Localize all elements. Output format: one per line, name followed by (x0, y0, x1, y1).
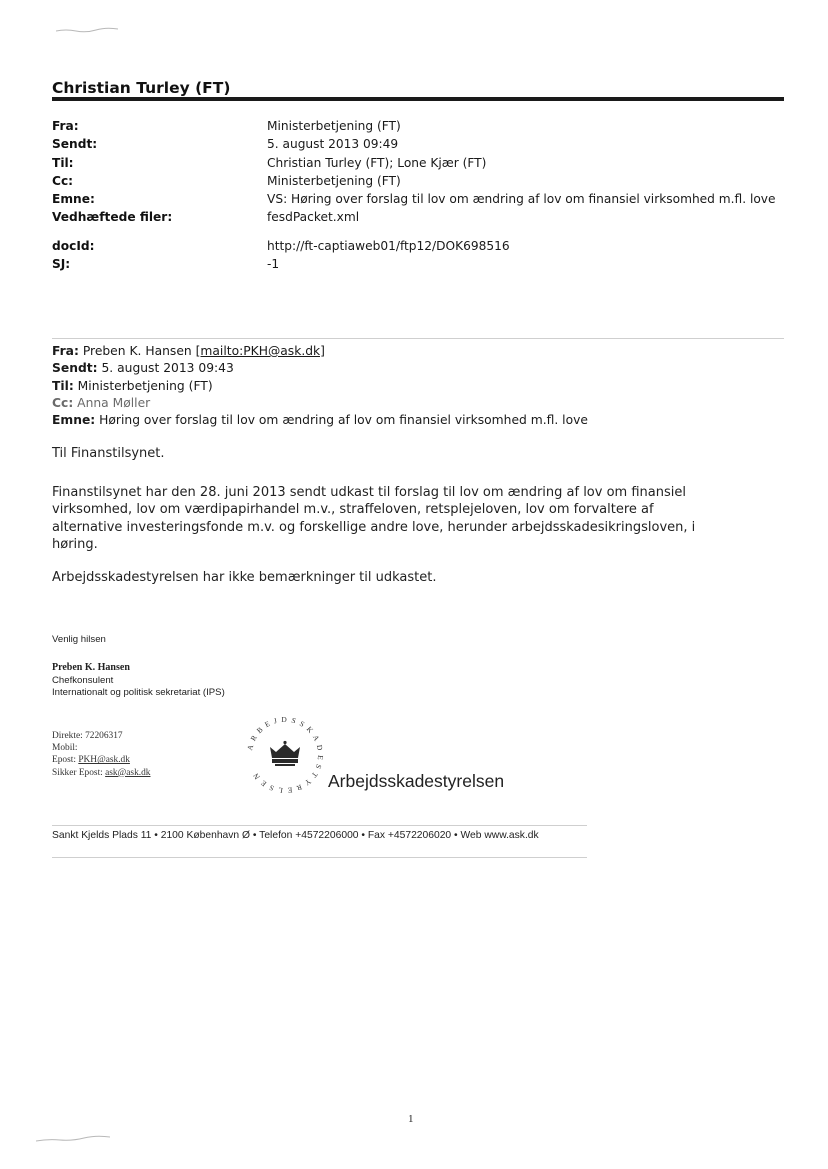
contact-secure-email (52, 767, 150, 779)
secure-email-link[interactable]: ask@ask.dk (105, 767, 151, 778)
footer-divider (52, 825, 587, 826)
header-value: 5. august 2013 09:49 (267, 137, 399, 152)
forward-label: Sendt: (52, 361, 98, 376)
header-label: Vedhæftede filer: (52, 210, 173, 225)
contact-block (52, 730, 150, 779)
header-label: docId: (52, 238, 95, 253)
header-row-to (52, 154, 792, 172)
body-line: virksomhed, lov om værdipapirhandel m.v., straffeloven, retsplejeloven, lov om forvaltere af (52, 502, 654, 518)
scan-artifact-top (56, 27, 118, 33)
contact-value: 72206317 (85, 731, 123, 741)
forward-from-row (52, 343, 792, 360)
signature-title: Chefkonsulent (52, 675, 114, 686)
forward-value: 5. august 2013 09:43 (101, 361, 234, 376)
body-line: Finanstilsynet har den 28. juni 2013 sendt udkast til forslag til lov om ændring af lov om finansiel (52, 485, 686, 500)
sender-mailto-link[interactable]: [mailto:PKH@ask.dk] (195, 344, 325, 358)
forwarded-header (52, 343, 792, 429)
attachment-link[interactable]: fesdPacket.xml (267, 210, 360, 225)
header-label: Emne: (52, 192, 95, 207)
signature-department: Internationalt og politisk sekretariat (IPS) (52, 687, 225, 698)
signature-title-block (52, 675, 225, 699)
forward-cc-row (52, 395, 792, 412)
scan-artifact-bottom (36, 1135, 110, 1143)
email-link[interactable]: PKH@ask.dk (78, 755, 130, 766)
header-row-attachments (52, 208, 792, 226)
body-line: høring. (52, 536, 98, 552)
signature-greeting: Venlig hilsen (52, 634, 106, 645)
forward-to-row (52, 378, 792, 395)
page-number: 1 (408, 1113, 414, 1125)
salutation: Til Finanstilsynet. (52, 446, 165, 461)
header-row-cc (52, 172, 792, 190)
contact-label: Epost: (52, 755, 76, 766)
page-title: Christian Turley (FT) (52, 79, 231, 97)
header-row-sent (52, 135, 792, 153)
header-label: Cc: (52, 173, 74, 188)
contact-label: Sikker Epost: (52, 767, 103, 778)
forward-subject-row (52, 412, 792, 429)
forward-label: Cc: (52, 395, 74, 410)
docid-value: http://ft-captiaweb01/ftp12/DOK698516 (267, 238, 510, 253)
header-label: SJ: (52, 257, 71, 272)
forward-sender-name: Preben K. Hansen (82, 344, 192, 358)
forward-value: Høring over forslag til lov om ændring af lov om finansiel virksomhed m.fl. love (99, 413, 588, 428)
body-paragraph-closing: Arbejdsskadestyrelsen har ikke bemærkninger til udkastet. (52, 570, 437, 585)
header-row-sj (52, 255, 792, 273)
body-paragraph (52, 484, 772, 553)
header-value: Ministerbetjening (FT) (267, 119, 401, 133)
contact-label: Mobil: (52, 743, 78, 754)
forward-value: Ministerbetjening (FT) (77, 378, 213, 393)
footer-address: Sankt Kjelds Plads 11 • 2100 København Ø • Telefon +4572206000 • Fax +4572206020 • Web www.ask.dk (52, 830, 539, 841)
seal-text: ARBEJDSSKADESTYRELSEN (245, 714, 326, 796)
header-row-from (52, 117, 792, 135)
signature-name: Preben K. Hansen (52, 662, 130, 673)
contact-mobile (52, 742, 150, 754)
contact-label: Direkte: (52, 731, 83, 741)
header-label: Til: (52, 155, 74, 170)
forward-sent-row (52, 360, 792, 377)
title-rule (52, 97, 784, 101)
forward-label: Fra: (52, 344, 79, 358)
divider (52, 338, 784, 339)
crown-icon (270, 741, 300, 766)
forward-value: Anna Møller (77, 395, 151, 410)
forward-label: Emne: (52, 413, 96, 428)
contact-direct (52, 730, 150, 742)
header-value: -1 (267, 257, 280, 272)
footer-divider (52, 857, 587, 858)
email-header (52, 117, 792, 273)
header-row-docid (52, 237, 792, 255)
header-value: Christian Turley (FT); Lone Kjær (FT) (267, 155, 487, 170)
crown-seal-logo (242, 712, 328, 798)
header-label: Sendt: (52, 137, 98, 152)
header-value: Ministerbetjening (FT) (267, 173, 401, 188)
body-line: alternative investeringsfonde m.v. og forskellige andre love, herunder arbejdsskadesikringsloven, i (52, 519, 696, 535)
header-label: Fra: (52, 119, 79, 133)
contact-email (52, 754, 150, 766)
organization-name: Arbejdsskadestyrelsen (328, 771, 505, 791)
header-row-subject (52, 190, 792, 208)
forward-label: Til: (52, 378, 74, 393)
header-value: VS: Høring over forslag til lov om ændring af lov om finansiel virksomhed m.fl. love (267, 192, 776, 207)
